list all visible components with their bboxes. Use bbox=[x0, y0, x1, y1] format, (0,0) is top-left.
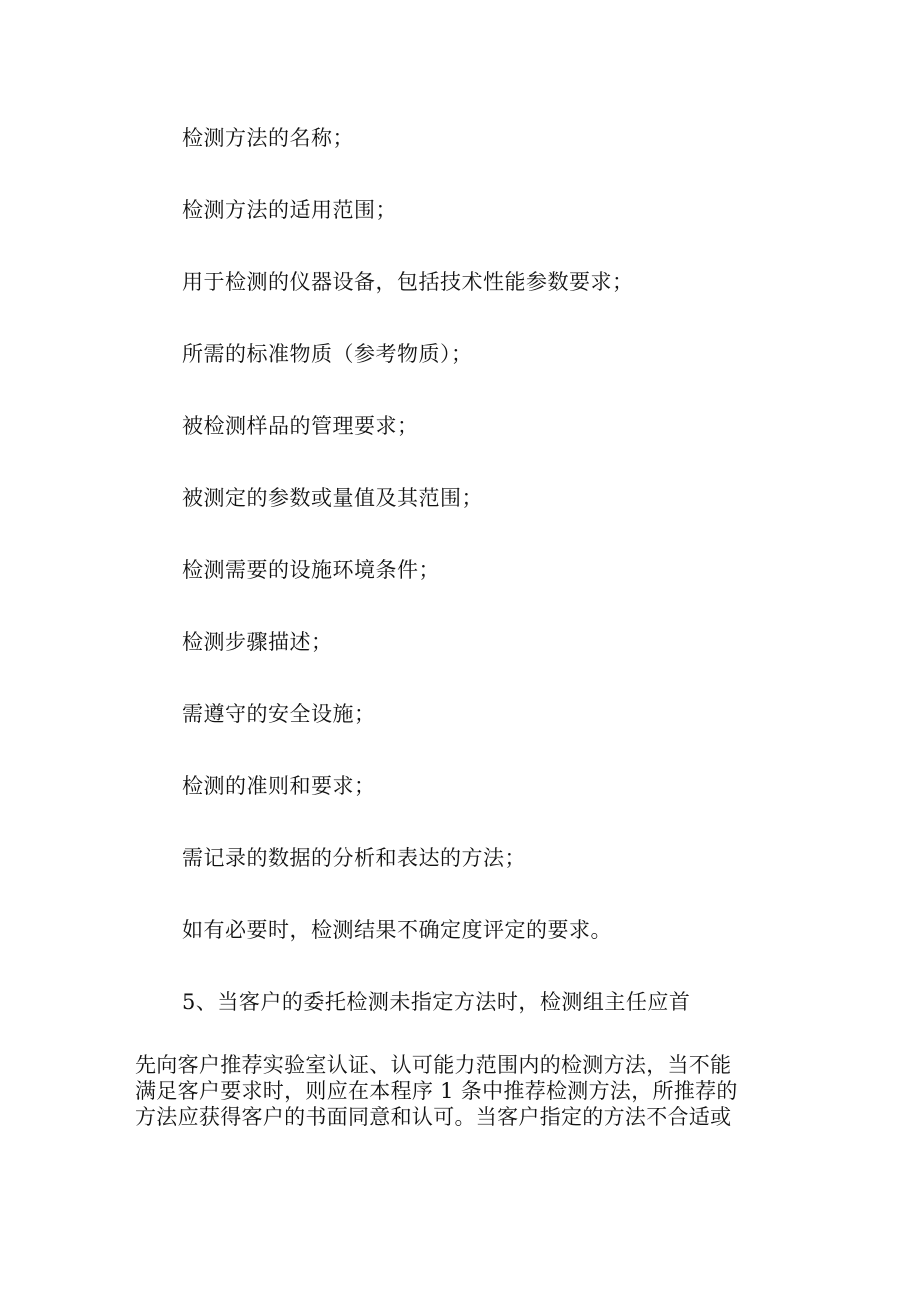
paragraph-line: 方法应获得客户的书面同意和认可。当客户指定的方法不合适或 bbox=[135, 1105, 732, 1129]
list-item-parameters-range: 被测定的参数或量值及其范围； bbox=[182, 486, 483, 510]
clause-5-paragraph bbox=[135, 1052, 790, 1130]
paragraph-line: 满足客户要求时，则应在本程序 1 条中推荐检测方法，所推荐的 bbox=[135, 1079, 738, 1103]
list-item-reference-materials: 所需的标准物质（参考物质）； bbox=[182, 342, 473, 366]
list-item-instruments: 用于检测的仪器设备，包括技术性能参数要求； bbox=[182, 270, 634, 294]
list-item-sample-management: 被检测样品的管理要求； bbox=[182, 414, 419, 438]
list-item-criteria-requirements: 检测的准则和要求； bbox=[182, 774, 376, 798]
list-item-data-analysis: 需记录的数据的分析和表达的方法； bbox=[182, 846, 526, 870]
clause-5-heading-line: 5、当客户的委托检测未指定方法时，检测组主任应首 bbox=[182, 990, 691, 1014]
list-item-method-name: 检测方法的名称； bbox=[182, 126, 354, 150]
list-item-environment-conditions: 检测需要的设施环境条件； bbox=[182, 558, 440, 582]
list-item-method-scope: 检测方法的适用范围； bbox=[182, 198, 397, 222]
paragraph-line: 先向客户推荐实验室认证、认可能力范围内的检测方法，当不能 bbox=[135, 1053, 732, 1077]
list-item-procedure-description: 检测步骤描述； bbox=[182, 630, 333, 654]
list-item-uncertainty: 如有必要时，检测结果不确定度评定的要求。 bbox=[182, 918, 612, 942]
list-item-safety-measures: 需遵守的安全设施； bbox=[182, 702, 376, 726]
